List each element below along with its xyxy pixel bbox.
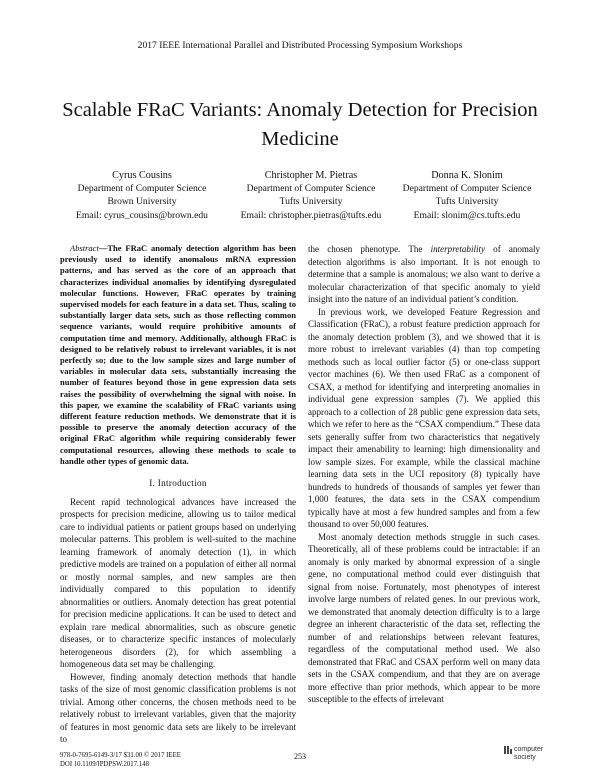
author-univ: Tufts University xyxy=(435,196,499,208)
author-name: Cyrus Cousins xyxy=(112,170,172,181)
author-name: Donna K. Slonim xyxy=(431,170,503,181)
right-column xyxy=(308,243,540,706)
logo-text-line2: society xyxy=(514,754,536,761)
ieee-computer-society-logo-icon xyxy=(503,745,513,755)
author-univ: Tufts University xyxy=(279,196,343,208)
footer-doi: DOI 10.1109/IPDPSW.2017.148 xyxy=(60,761,149,768)
section-heading-introduction: I. Introduction xyxy=(149,478,207,489)
author-dept: Department of Computer Science xyxy=(246,183,376,195)
paper-title: Scalable FRaC Variants: Anomaly Detection for Precision Medicine xyxy=(62,99,538,150)
abstract-text: The FRaC anomaly detection algorithm has been previously used to identify anomalous mRNA expression patterns, and has served as the core of an approach that characterizes individual anomalies by identifying dysregulated molecular functions. However, FRaC operates by training supervised models for each feature in a data set. Thus, scaling to substantially larger data sets, such as those reflecting common sequence variants, would require prohibitive amounts of computation time and memory. Additionally, although FRaC is designed to be relatively robust to irrelevant variables, it is not perfectly so; due to the low sample sizes and large number of variables in molecular data sets, substantially increasing the number of features beyond those in gene expression data sets raises the possibility of overwhelming the signal with noise. In this paper, we examine the scalability of FRaC variants using different feature reduction methods. We demonstrate that it is possible to preserve the anomaly detection accuracy of the original FRaC algorithm while requiring considerably fewer computational resources, allowing these methods to scale to handle other types of genomic data. xyxy=(60,243,296,466)
author-dept: Department of Computer Science xyxy=(77,183,207,195)
author-email: Email: christopher.pietras@tufts.edu xyxy=(240,209,382,221)
intro-paragraph-5: Most anomaly detection methods struggle in such cases. Theoretically, all of these problems could be intractable: if an anomaly is only marked by abnormal expression of a single gene, no computational method could ever distinguish that signal from noise. Fortunately, most phenotypes of interest involve large numbers of related genes. In our previous work, we demonstrated that anomaly detection difficulty is to a large degree an inherent characteristic of the data set, reflecting the number of and relationships between relevant features, regardless of the computational method used. We also demonstrated that FRaC and CSAX perform well on many data sets in the CSAX compendium, and that they are on average more effective than prior methods, which appear to be more susceptible to the effects of irrelevant xyxy=(308,531,540,704)
logo-text-line1: computer xyxy=(514,746,544,753)
author-block-3 xyxy=(377,169,557,222)
author-dept: Department of Computer Science xyxy=(402,183,532,195)
intro-paragraph-1: Recent rapid technological advances have increased the prospects for precision medicine, allowing us to tailor medical care to individual patients or patient groups based on underlying molecular patterns. This problem is well-suited to the machine learning framework of anomaly detection (1), in which predictive models are trained on a population of either all normal or mostly normal samples, and new samples are then individually compared to this population to identify abnormalities or outliers. Anomaly detection has great potential for precision medicine applications. It can be used to detect and explain rare medical abnormalities, such as obscure genetic diseases, or to characterize specific instances of molecularly heterogeneous disorders (2), for which assembling a homogeneous data set may be challenging. xyxy=(60,496,296,670)
author-univ: Brown University xyxy=(107,196,177,208)
author-email: Email: cyrus_cousins@brown.edu xyxy=(76,209,208,221)
intro-paragraph-2: However, finding anomaly detection methods that handle tasks of the size of most genomic classification problems is not trivial. Among other concerns, the chosen methods need to be relatively robust to irrelevant variables, given that the majority of features in most genomic data sets are likely to be irrelevant to xyxy=(60,671,296,745)
computer-society-logo xyxy=(503,743,543,767)
intro-paragraph-4: In previous work, we developed Feature Regression and Classification (FRaC), a robust feature prediction approach for the anomaly detection problem (3), and we showed that it is more robust to irrelevant variables (4) than top competing methods such as local outlier factor (5) or one-class support vector machines (6). We then used FRaC as a component of CSAX, a method for identifying and interpreting anomalies in individual gene expression samples (7). We applied this approach to a collection of 28 public gene expression data sets, which we refer to here as the “CSAX compendium.” These data sets generally suffer from two characteristics that negatively impact their amenability to learning: high dimensionality and low sample sizes. For example, while the classical machine learning data sets in the UCI repository (8) typically have hundreds to hundreds of thousands of samples yet fewer than 1,000 features, the data sets in the CSAX compendium typically have at most a few hundred samples and from a few thousand to over 50,000 features. xyxy=(308,306,540,529)
footer-isbn: 978-0-7695-6149-3/17 $31.00 © 2017 IEEE xyxy=(60,752,181,759)
conference-header: 2017 IEEE International Parallel and Distributed Processing Symposium Workshops xyxy=(137,40,463,51)
intro-paragraph-3: the chosen phenotype. The interpretability of anomaly detection algorithms is also important. It is not enough to determine that a sample is anomalous; we also want to derive a molecular characterization of that specific anomaly to yield insight into the nature of an individual patient’s condition. xyxy=(308,244,540,304)
left-column xyxy=(60,243,296,746)
author-block-1 xyxy=(52,169,232,222)
abstract: Abstract—The FRaC anomaly detection algorithm has been previously used to identify anomalous mRNA expression patterns, and has served as the core of an approach that characterizes individual anomalies by identifying dysregulated molecular functions. However, FRaC operates by training supervised models for each feature in a data set. Thus, scaling to substantially larger data sets, such as those reflecting common sequence variants, would require prohibitive amounts of computation time and memory. Additionally, although FRaC is designed to be relatively robust to irrelevant variables, it is not perfectly so; due to the low sample sizes and large number of variables in molecular data sets, substantially increasing the number of features beyond those in gene expression data sets raises the possibility of overwhelming the signal with noise. In this paper, we examine the scalability of FRaC variants using different feature reduction methods. We demonstrate that it is possible to preserve the anomaly detection accuracy of the original FRaC algorithm while requiring considerably fewer computational resources, allowing these methods to scale to handle other types of genomic data. xyxy=(60,243,296,466)
author-name: Christopher M. Pietras xyxy=(264,170,358,181)
abstract-label: Abstract xyxy=(70,243,99,253)
page-number: 253 xyxy=(294,752,306,761)
author-block-2 xyxy=(221,169,401,222)
author-email: Email: slonim@cs.tufts.edu xyxy=(413,209,521,221)
